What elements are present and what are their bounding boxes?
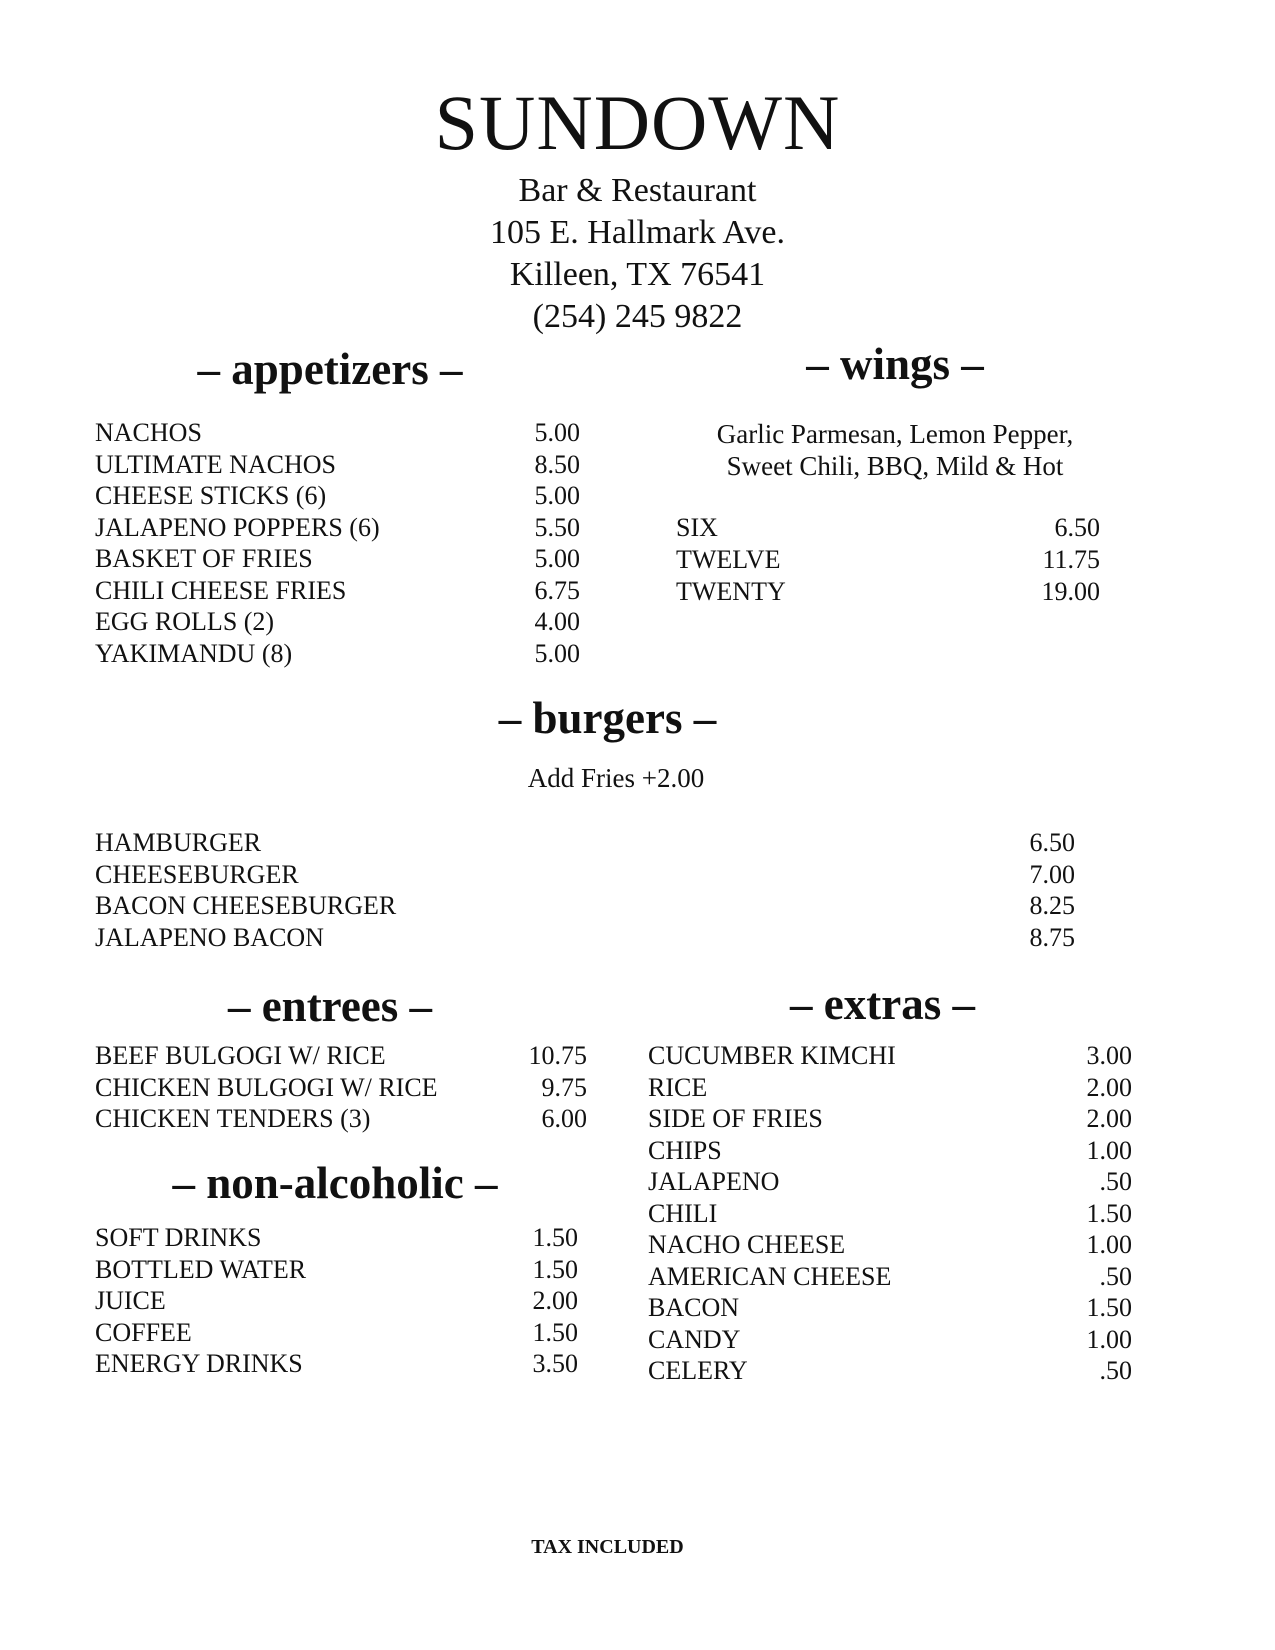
burger-price: 8.25 xyxy=(1029,891,1075,920)
burger-name: CHEESEBURGER xyxy=(95,859,299,889)
burger-price: 6.50 xyxy=(1029,828,1075,857)
extra-name: NACHO CHEESE xyxy=(648,1230,846,1259)
address-line-2: Killeen, TX 76541 xyxy=(509,256,766,293)
entree-name: CHICKEN BULGOGI W/ RICE xyxy=(95,1072,438,1102)
burger-price: 8.75 xyxy=(1029,922,1075,952)
drink-price: 1.50 xyxy=(532,1317,578,1347)
extra-price: 1.50 xyxy=(1086,1293,1132,1322)
appetizer-price: 8.50 xyxy=(534,449,580,479)
entree-price: 9.75 xyxy=(541,1072,587,1102)
tax-included-note: TAX INCLUDED xyxy=(531,1536,684,1558)
extra-price: 2.00 xyxy=(1086,1072,1132,1102)
drink-price: 2.00 xyxy=(532,1286,578,1315)
extra-price: 3.00 xyxy=(1086,1041,1132,1070)
wings-price: 6.50 xyxy=(1054,513,1100,542)
wings-flavors-line-1: Garlic Parmesan, Lemon Pepper, xyxy=(716,419,1074,449)
appetizer-name: CHILI CHEESE FRIES xyxy=(95,575,347,605)
extra-price: .50 xyxy=(1099,1167,1132,1196)
appetizers-heading: – appetizers – xyxy=(197,344,463,394)
extra-name: JALAPENO xyxy=(648,1167,780,1196)
burger-name: JALAPENO BACON xyxy=(95,922,324,952)
entree-name: CHICKEN TENDERS (3) xyxy=(95,1104,371,1133)
address-line-1: 105 E. Hallmark Ave. xyxy=(490,214,785,251)
extras-heading: – extras – xyxy=(790,979,975,1029)
appetizer-price: 5.50 xyxy=(534,512,580,542)
appetizer-price: 5.00 xyxy=(534,481,580,510)
appetizer-name: YAKIMANDU (8) xyxy=(95,638,293,668)
extra-price: 2.00 xyxy=(1086,1104,1132,1133)
entrees-heading: – entrees – xyxy=(227,981,433,1031)
drink-name: ENERGY DRINKS xyxy=(95,1349,303,1378)
entree-price: 6.00 xyxy=(541,1104,587,1133)
appetizer-price: 5.00 xyxy=(534,544,580,573)
wings-price: 19.00 xyxy=(1041,577,1100,606)
drink-price: 3.50 xyxy=(532,1349,578,1378)
wings-name: SIX xyxy=(676,513,718,542)
extra-price: 1.00 xyxy=(1086,1230,1132,1259)
appetizer-price: 5.00 xyxy=(534,638,580,668)
appetizer-price: 5.00 xyxy=(534,418,580,447)
burger-name: HAMBURGER xyxy=(95,828,262,857)
extra-price: .50 xyxy=(1099,1261,1132,1291)
extra-name: CUCUMBER KIMCHI xyxy=(648,1041,896,1070)
drink-name: JUICE xyxy=(95,1286,166,1315)
entree-price: 10.75 xyxy=(528,1041,587,1070)
appetizer-name: EGG ROLLS (2) xyxy=(95,607,275,636)
extra-price: .50 xyxy=(1099,1356,1132,1385)
burgers-note: Add Fries +2.00 xyxy=(527,763,705,793)
extra-price: 1.00 xyxy=(1086,1324,1132,1354)
extra-name: CHIPS xyxy=(648,1135,722,1165)
burger-name: BACON CHEESEBURGER xyxy=(95,891,397,920)
appetizer-name: JALAPENO POPPERS (6) xyxy=(95,512,380,542)
appetizer-name: ULTIMATE NACHOS xyxy=(95,449,336,479)
drink-name: BOTTLED WATER xyxy=(95,1254,307,1284)
appetizer-name: NACHOS xyxy=(95,418,202,447)
extra-name: AMERICAN CHEESE xyxy=(648,1261,892,1291)
extra-price: 1.50 xyxy=(1086,1198,1132,1228)
extra-name: RICE xyxy=(648,1072,708,1102)
wings-flavors-line-2: Sweet Chili, BBQ, Mild & Hot xyxy=(726,451,1064,481)
drink-name: SOFT DRINKS xyxy=(95,1223,262,1252)
wings-name: TWELVE xyxy=(676,545,781,574)
extra-name: CELERY xyxy=(648,1356,748,1385)
drink-price: 1.50 xyxy=(532,1254,578,1284)
non-alcoholic-heading: – non-alcoholic – xyxy=(172,1158,498,1208)
burger-price: 7.00 xyxy=(1029,859,1075,889)
wings-heading: – wings – xyxy=(806,339,984,389)
restaurant-subtitle: Bar & Restaurant xyxy=(518,172,757,209)
phone-number: (254) 245 9822 xyxy=(532,298,743,335)
extra-name: CANDY xyxy=(648,1324,741,1354)
drink-name: COFFEE xyxy=(95,1317,192,1347)
extra-name: BACON xyxy=(648,1293,740,1322)
entree-name: BEEF BULGOGI W/ RICE xyxy=(95,1041,386,1070)
wings-name: TWENTY xyxy=(676,577,786,606)
drink-price: 1.50 xyxy=(532,1223,578,1252)
appetizer-name: CHEESE STICKS (6) xyxy=(95,481,327,510)
extra-price: 1.00 xyxy=(1086,1135,1132,1165)
appetizer-name: BASKET OF FRIES xyxy=(95,544,313,573)
appetizer-price: 6.75 xyxy=(534,575,580,605)
appetizer-price: 4.00 xyxy=(534,607,580,636)
burgers-heading: – burgers – xyxy=(498,693,717,743)
restaurant-name: SUNDOWN xyxy=(434,79,841,166)
extra-name: CHILI xyxy=(648,1198,718,1228)
extra-name: SIDE OF FRIES xyxy=(648,1104,823,1133)
wings-price: 11.75 xyxy=(1042,545,1100,574)
